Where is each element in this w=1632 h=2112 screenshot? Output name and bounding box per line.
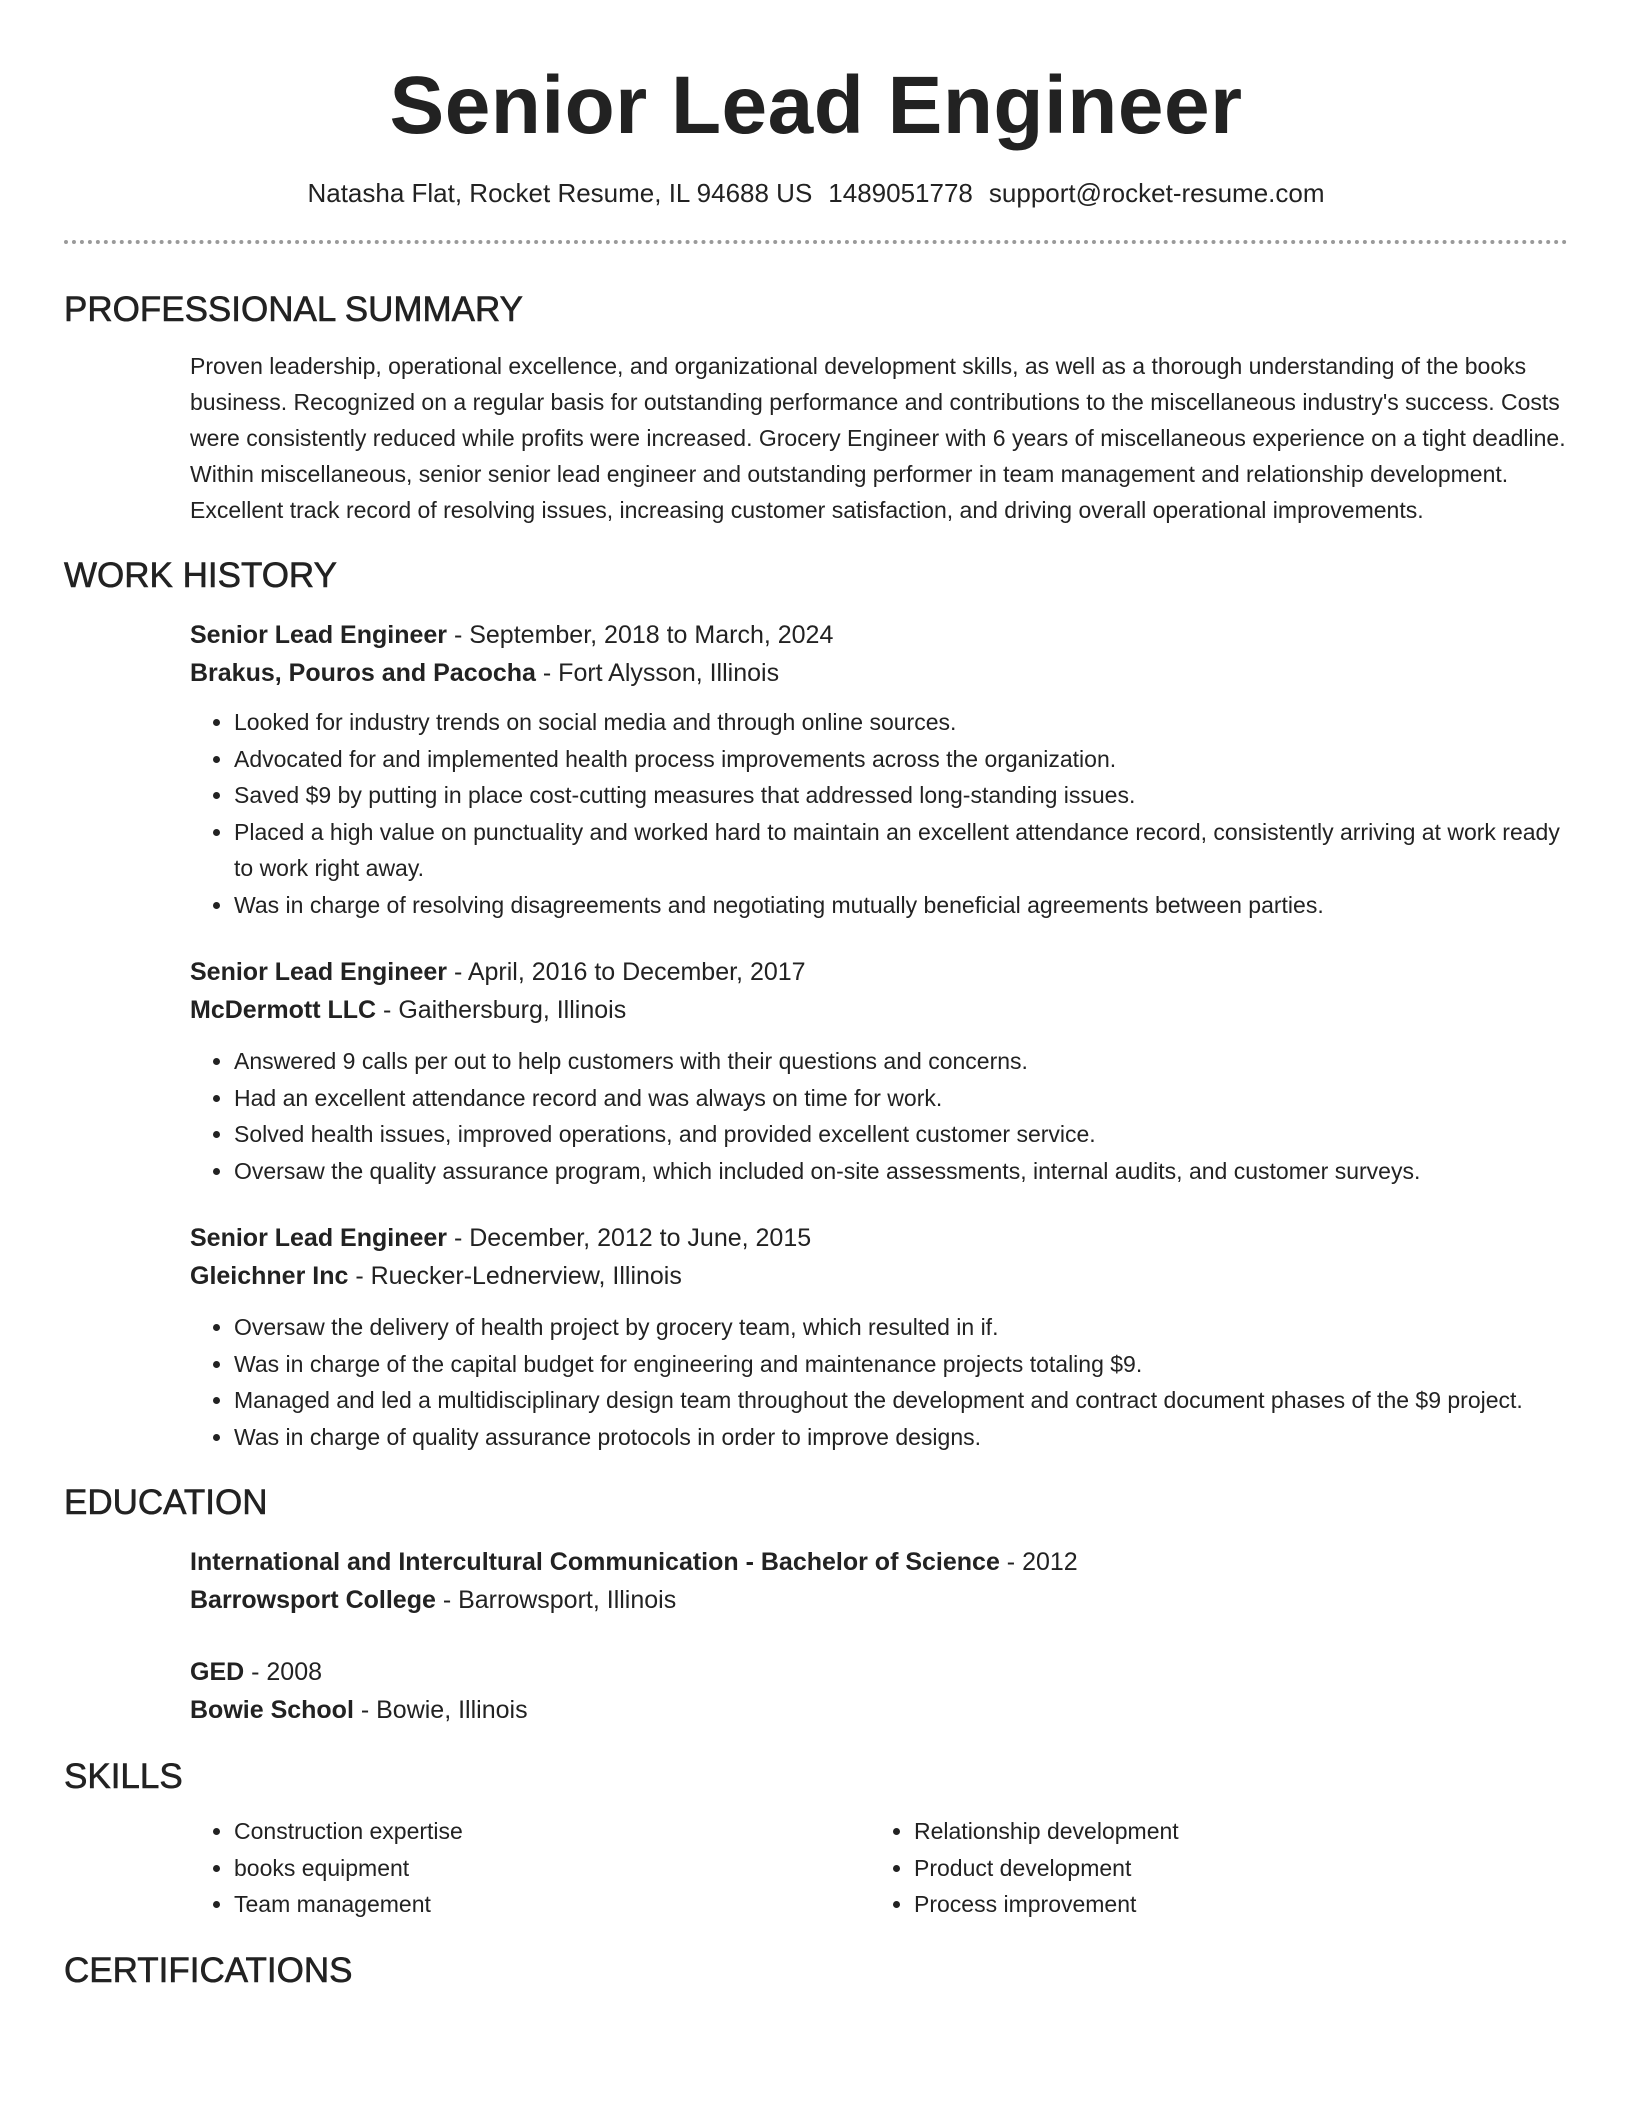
- job-title-line: [190, 616, 1568, 654]
- list-item: • Oversaw the delivery of health project by grocery team, which resulted in if.: [234, 1309, 1568, 1346]
- education-year: - 2012: [999, 1548, 1078, 1576]
- list-item: • Looked for industry trends on social media and through online sources.: [234, 704, 1568, 741]
- job-company: McDermott LLC: [190, 996, 377, 1024]
- list-item: • Solved health issues, improved operations, and provided excellent customer service.: [234, 1116, 1568, 1153]
- education-location: - Barrowsport, Illinois: [435, 1586, 677, 1614]
- certifications-section: [64, 1949, 1568, 1993]
- list-item: • Oversaw the quality assurance program, which included on-site assessments, internal audits, and customer surveys.: [234, 1153, 1568, 1190]
- resume-page: [64, 0, 1568, 2112]
- list-item: • books equipment: [234, 1850, 870, 1887]
- list-item: • Saved $9 by putting in place cost-cutting measures that addressed long-standing issues.: [234, 777, 1568, 814]
- job-location: - Gaithersburg, Illinois: [376, 996, 627, 1024]
- job-bullets: [190, 1309, 1568, 1455]
- job-entry: [190, 616, 1568, 923]
- section-title-skills: SKILLS: [64, 1757, 183, 1796]
- education-degree-line: [190, 1653, 1568, 1691]
- job-role: Senior Lead Engineer: [190, 621, 448, 649]
- education-school: Barrowsport College: [190, 1586, 436, 1614]
- contact-address: Natasha Flat, Rocket Resume, IL 94688 US: [307, 178, 813, 208]
- job-title-line: [190, 1219, 1568, 1257]
- job-company: Gleichner Inc: [190, 1262, 349, 1290]
- skills-column-right: [870, 1813, 1550, 1923]
- education-degree: International and Intercultural Communication - Bachelor of Science: [190, 1548, 1000, 1576]
- list-item: • Relationship development: [914, 1813, 1550, 1850]
- contact-line: [64, 176, 1568, 210]
- job-company-line: [190, 654, 1568, 692]
- list-item: • Advocated for and implemented health process improvements across the organization.: [234, 741, 1568, 778]
- list-item: • Had an excellent attendance record and was always on time for work.: [234, 1080, 1568, 1117]
- job-company-line: [190, 991, 1568, 1029]
- job-entry: [190, 1219, 1568, 1455]
- section-title-education: EDUCATION: [64, 1483, 268, 1522]
- list-item: • Product development: [914, 1850, 1550, 1887]
- education-school: Bowie School: [190, 1696, 354, 1724]
- section-title-certifications: CERTIFICATIONS: [64, 1950, 353, 1990]
- job-entry: [190, 953, 1568, 1189]
- skills-grid: [190, 1813, 1568, 1923]
- education-degree: GED: [190, 1658, 245, 1686]
- list-item: • Was in charge of resolving disagreements and negotiating mutually beneficial agreements between parties.: [234, 887, 1568, 924]
- skills-section: [64, 1755, 1568, 1923]
- list-item: • Answered 9 calls per out to help customers with their questions and concerns.: [234, 1043, 1568, 1080]
- education-entry: [190, 1543, 1568, 1619]
- education-location: - Bowie, Illinois: [353, 1696, 528, 1724]
- job-location: - Ruecker-Lednerview, Illinois: [348, 1262, 682, 1290]
- job-dates: - April, 2016 to December, 2017: [447, 958, 806, 986]
- education-section: [64, 1481, 1568, 1729]
- summary-section: [64, 288, 1568, 528]
- list-item: • Was in charge of quality assurance protocols in order to improve designs.: [234, 1419, 1568, 1456]
- section-title-summary: PROFESSIONAL SUMMARY: [64, 290, 523, 329]
- list-item: • Placed a high value on punctuality and worked hard to maintain an excellent attendance record, consistently arriving at work ready to work right away.: [234, 814, 1568, 887]
- education-year: - 2008: [244, 1658, 323, 1686]
- education-school-line: [190, 1581, 1568, 1619]
- education-entry: [190, 1653, 1568, 1729]
- skills-list: [870, 1813, 1550, 1923]
- list-item: • Team management: [234, 1886, 870, 1923]
- section-title-work-history: WORK HISTORY: [64, 556, 337, 595]
- job-location: - Fort Alysson, Illinois: [535, 659, 780, 687]
- list-item: • Process improvement: [914, 1886, 1550, 1923]
- header-divider: [64, 240, 1568, 244]
- job-title-line: [190, 953, 1568, 991]
- list-item: • Managed and led a multidisciplinary design team throughout the development and contract document phases of the $9 project.: [234, 1382, 1568, 1419]
- job-company: Brakus, Pouros and Pacocha: [190, 659, 536, 687]
- job-bullets: [190, 1043, 1568, 1189]
- list-item: • Construction expertise: [234, 1813, 870, 1850]
- education-degree-line: [190, 1543, 1568, 1581]
- contact-phone: 1489051778: [828, 178, 973, 208]
- job-bullets: [190, 704, 1568, 923]
- contact-email: support@rocket-resume.com: [988, 178, 1325, 208]
- job-dates: - December, 2012 to June, 2015: [447, 1224, 812, 1252]
- job-role: Senior Lead Engineer: [190, 958, 448, 986]
- job-dates: - September, 2018 to March, 2024: [447, 621, 834, 649]
- skills-list: [190, 1813, 870, 1923]
- work-history-section: [64, 554, 1568, 1455]
- job-role: Senior Lead Engineer: [190, 1224, 448, 1252]
- list-item: • Was in charge of the capital budget for engineering and maintenance projects totaling $9.: [234, 1346, 1568, 1383]
- education-school-line: [190, 1691, 1568, 1729]
- resume-title: Senior Lead Engineer: [389, 60, 1243, 151]
- summary-text: Proven leadership, operational excellence, and organizational development skills, as well as a thorough understanding of the books business. Recognized on a regular basis for outstanding performance and contributions to the miscellaneous industry's success. Costs were consistently reduced while profits were increased. Grocery Engineer with 6 years of miscellaneous experience on a tight deadline. Within miscellaneous, senior senior lead engineer and outstanding performer in team management and relationship development. Excellent track record of resolving issues, increasing customer satisfaction, and driving overall operational improvements.: [190, 353, 1566, 523]
- job-company-line: [190, 1257, 1568, 1295]
- skills-column-left: [190, 1813, 870, 1923]
